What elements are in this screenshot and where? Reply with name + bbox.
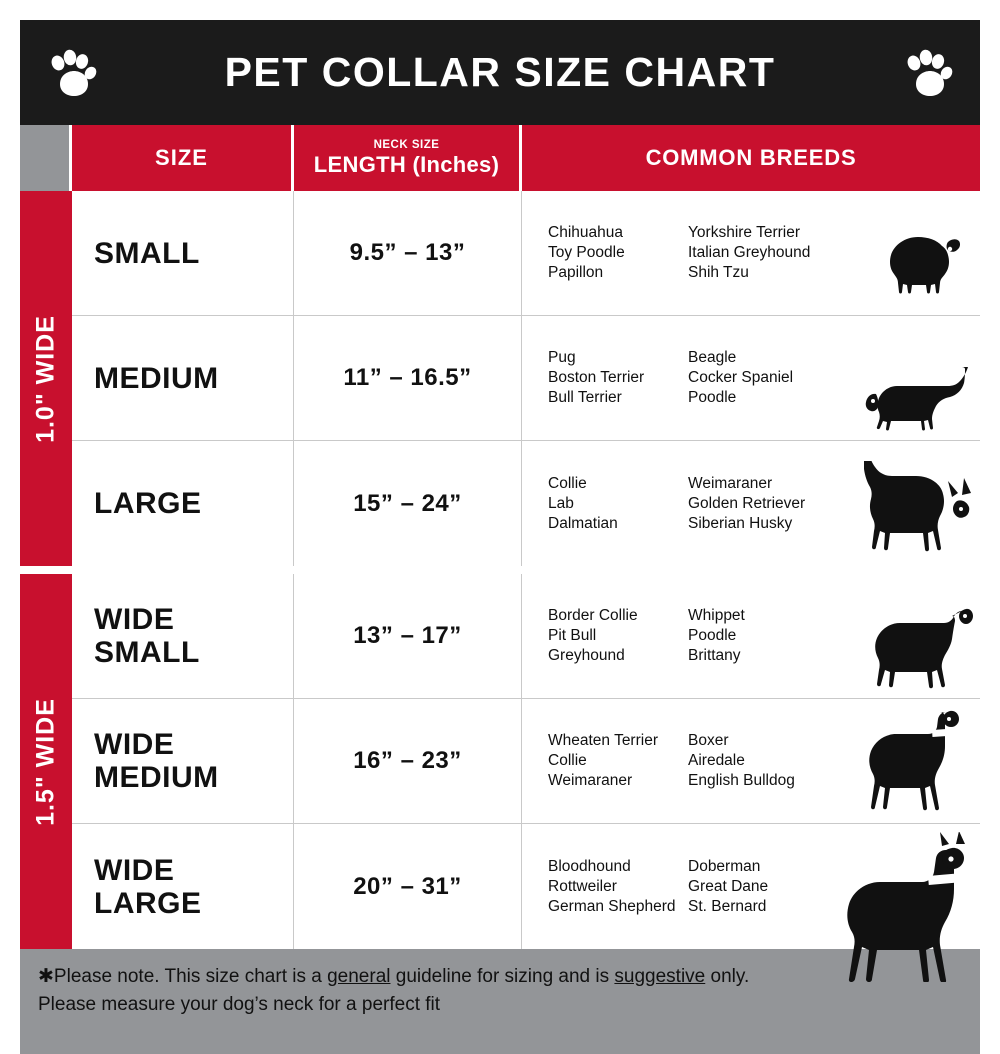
breed-item: Greyhound <box>548 647 625 664</box>
breed-item: Brittany <box>688 647 741 664</box>
cell-length: 9.5” – 13” <box>294 191 522 315</box>
cell-size <box>72 824 294 949</box>
breed-item: Dalmatian <box>548 514 618 532</box>
breeds-column-2 <box>688 857 838 917</box>
breeds-column-1 <box>548 606 688 666</box>
breed-item: Collie <box>548 752 587 769</box>
cell-breeds <box>522 699 980 823</box>
breeds-column-1 <box>548 731 688 791</box>
breed-item: Siberian Husky <box>688 514 793 532</box>
breed-item: Whippet <box>688 607 745 624</box>
breeds-column-1 <box>548 474 688 534</box>
size-label-line2: SMALL <box>94 636 200 669</box>
paw-print-icon <box>46 48 98 100</box>
table-rows <box>72 191 980 949</box>
doberman-dog-silhouette <box>842 832 978 987</box>
cell-breeds <box>522 191 980 315</box>
bulldog-silhouette <box>866 605 974 694</box>
size-label-line2: LARGE <box>94 886 202 920</box>
size-label: WIDE <box>94 603 175 636</box>
footer-text-b: guideline for sizing and is <box>390 966 615 987</box>
cell-size <box>72 574 294 698</box>
breed-item: Cocker Spaniel <box>688 369 794 386</box>
group-labels-column <box>20 191 72 949</box>
breed-item: Boston Terrier <box>548 369 645 386</box>
cell-length: 15” – 24” <box>294 441 522 566</box>
breed-item: Lab <box>548 494 574 512</box>
breed-item: Toy Poodle <box>548 244 625 261</box>
breeds-column-2 <box>688 606 838 666</box>
breed-item: Great Dane <box>688 877 769 895</box>
breed-item: Chihuahua <box>548 224 623 241</box>
breed-item: Bloodhound <box>548 857 631 875</box>
breed-item: Pit Bull <box>548 627 597 644</box>
group-label-text: 1.5" WIDE <box>31 697 60 826</box>
group-label-text: 1.0" WIDE <box>31 314 60 443</box>
column-header-size: SIZE <box>72 125 294 191</box>
size-label-line2: MEDIUM <box>94 761 219 794</box>
breed-item: Bull Terrier <box>548 389 622 406</box>
table-row <box>72 699 980 824</box>
cell-size <box>72 441 294 566</box>
chart-title-bar <box>20 20 980 125</box>
footer-line-2: Please measure your dog’s neck for a perfect fit <box>38 994 441 1015</box>
size-label: SMALL <box>94 236 200 270</box>
breed-item: Beagle <box>688 349 737 366</box>
group-divider <box>72 566 980 574</box>
cell-length: 11” – 16.5” <box>294 316 522 440</box>
breeds-column-2 <box>688 731 838 791</box>
size-label: WIDE <box>94 853 175 887</box>
footer-text-a: ✱Please note. This size chart is a <box>38 966 328 987</box>
breeds-column-2 <box>688 348 838 408</box>
table-row <box>72 316 980 441</box>
shepherd-dog-silhouette <box>856 461 974 562</box>
breed-item: Poodle <box>688 627 737 644</box>
paw-print-icon <box>902 48 954 100</box>
cell-length: 16” – 23” <box>294 699 522 823</box>
size-label: WIDE <box>94 728 175 761</box>
column-header-length <box>294 125 522 191</box>
breed-item: St. Bernard <box>688 897 767 915</box>
cell-breeds <box>522 574 980 698</box>
footer-text-c: only. <box>705 966 750 987</box>
breed-item: Golden Retriever <box>688 494 806 512</box>
breeds-column-2 <box>688 474 838 534</box>
breed-item: Weimaraner <box>688 474 773 492</box>
breed-item: Yorkshire Terrier <box>688 224 800 241</box>
breed-item: German Shepherd <box>548 897 676 915</box>
breed-item: Poodle <box>688 389 737 406</box>
cell-length: 13” – 17” <box>294 574 522 698</box>
pomeranian-dog-silhouette <box>878 232 974 311</box>
breed-item: Rottweiler <box>548 877 617 895</box>
page-title: PET COLLAR SIZE CHART <box>224 49 776 95</box>
breed-item: English Bulldog <box>688 772 795 789</box>
breed-item: Italian Greyhound <box>688 244 811 261</box>
cell-breeds <box>522 441 980 566</box>
column-header-breeds: COMMON BREEDS <box>522 125 980 191</box>
footer-underline-suggestive: suggestive <box>614 966 706 987</box>
table-body <box>20 191 980 949</box>
cell-size <box>72 191 294 315</box>
breed-item: Papillon <box>548 264 604 281</box>
table-row <box>72 574 980 699</box>
size-label: LARGE <box>94 487 202 520</box>
breeds-column-2 <box>688 223 838 283</box>
footer-underline-general: general <box>327 966 391 987</box>
breed-item: Airedale <box>688 752 745 769</box>
breed-item: Collie <box>548 474 587 492</box>
size-label: MEDIUM <box>94 361 219 395</box>
cell-breeds <box>522 824 980 949</box>
table-header-row <box>20 125 980 191</box>
breed-item: Boxer <box>688 732 729 749</box>
cell-length: 20” – 31” <box>294 824 522 949</box>
table-row <box>72 824 980 949</box>
cell-size <box>72 316 294 440</box>
table-row <box>72 441 980 566</box>
column-header-length-main: LENGTH (Inches) <box>313 152 500 177</box>
cell-breeds <box>522 316 980 440</box>
footer-line-1 <box>38 963 962 991</box>
breed-item: Weimaraner <box>548 772 633 789</box>
breeds-column-1 <box>548 348 688 408</box>
breed-item: Border Collie <box>548 607 638 624</box>
pet-collar-size-chart <box>20 20 980 1015</box>
column-header-length-sub: NECK SIZE <box>373 139 440 151</box>
breed-item: Pug <box>548 349 576 366</box>
breed-item: Doberman <box>688 857 761 875</box>
footer-note <box>20 949 980 1054</box>
breeds-column-1 <box>548 857 688 917</box>
breed-item: Wheaten Terrier <box>548 732 658 749</box>
cell-size <box>72 699 294 823</box>
pitbull-dog-silhouette <box>862 710 974 819</box>
table-row <box>72 191 980 316</box>
dachshund-dog-silhouette <box>864 361 974 436</box>
breed-item: Shih Tzu <box>688 264 749 281</box>
header-corner-cell <box>20 125 72 191</box>
group-label-1-5-wide <box>20 574 72 949</box>
breeds-column-1 <box>548 223 688 283</box>
group-label-1-0-wide <box>20 191 72 566</box>
